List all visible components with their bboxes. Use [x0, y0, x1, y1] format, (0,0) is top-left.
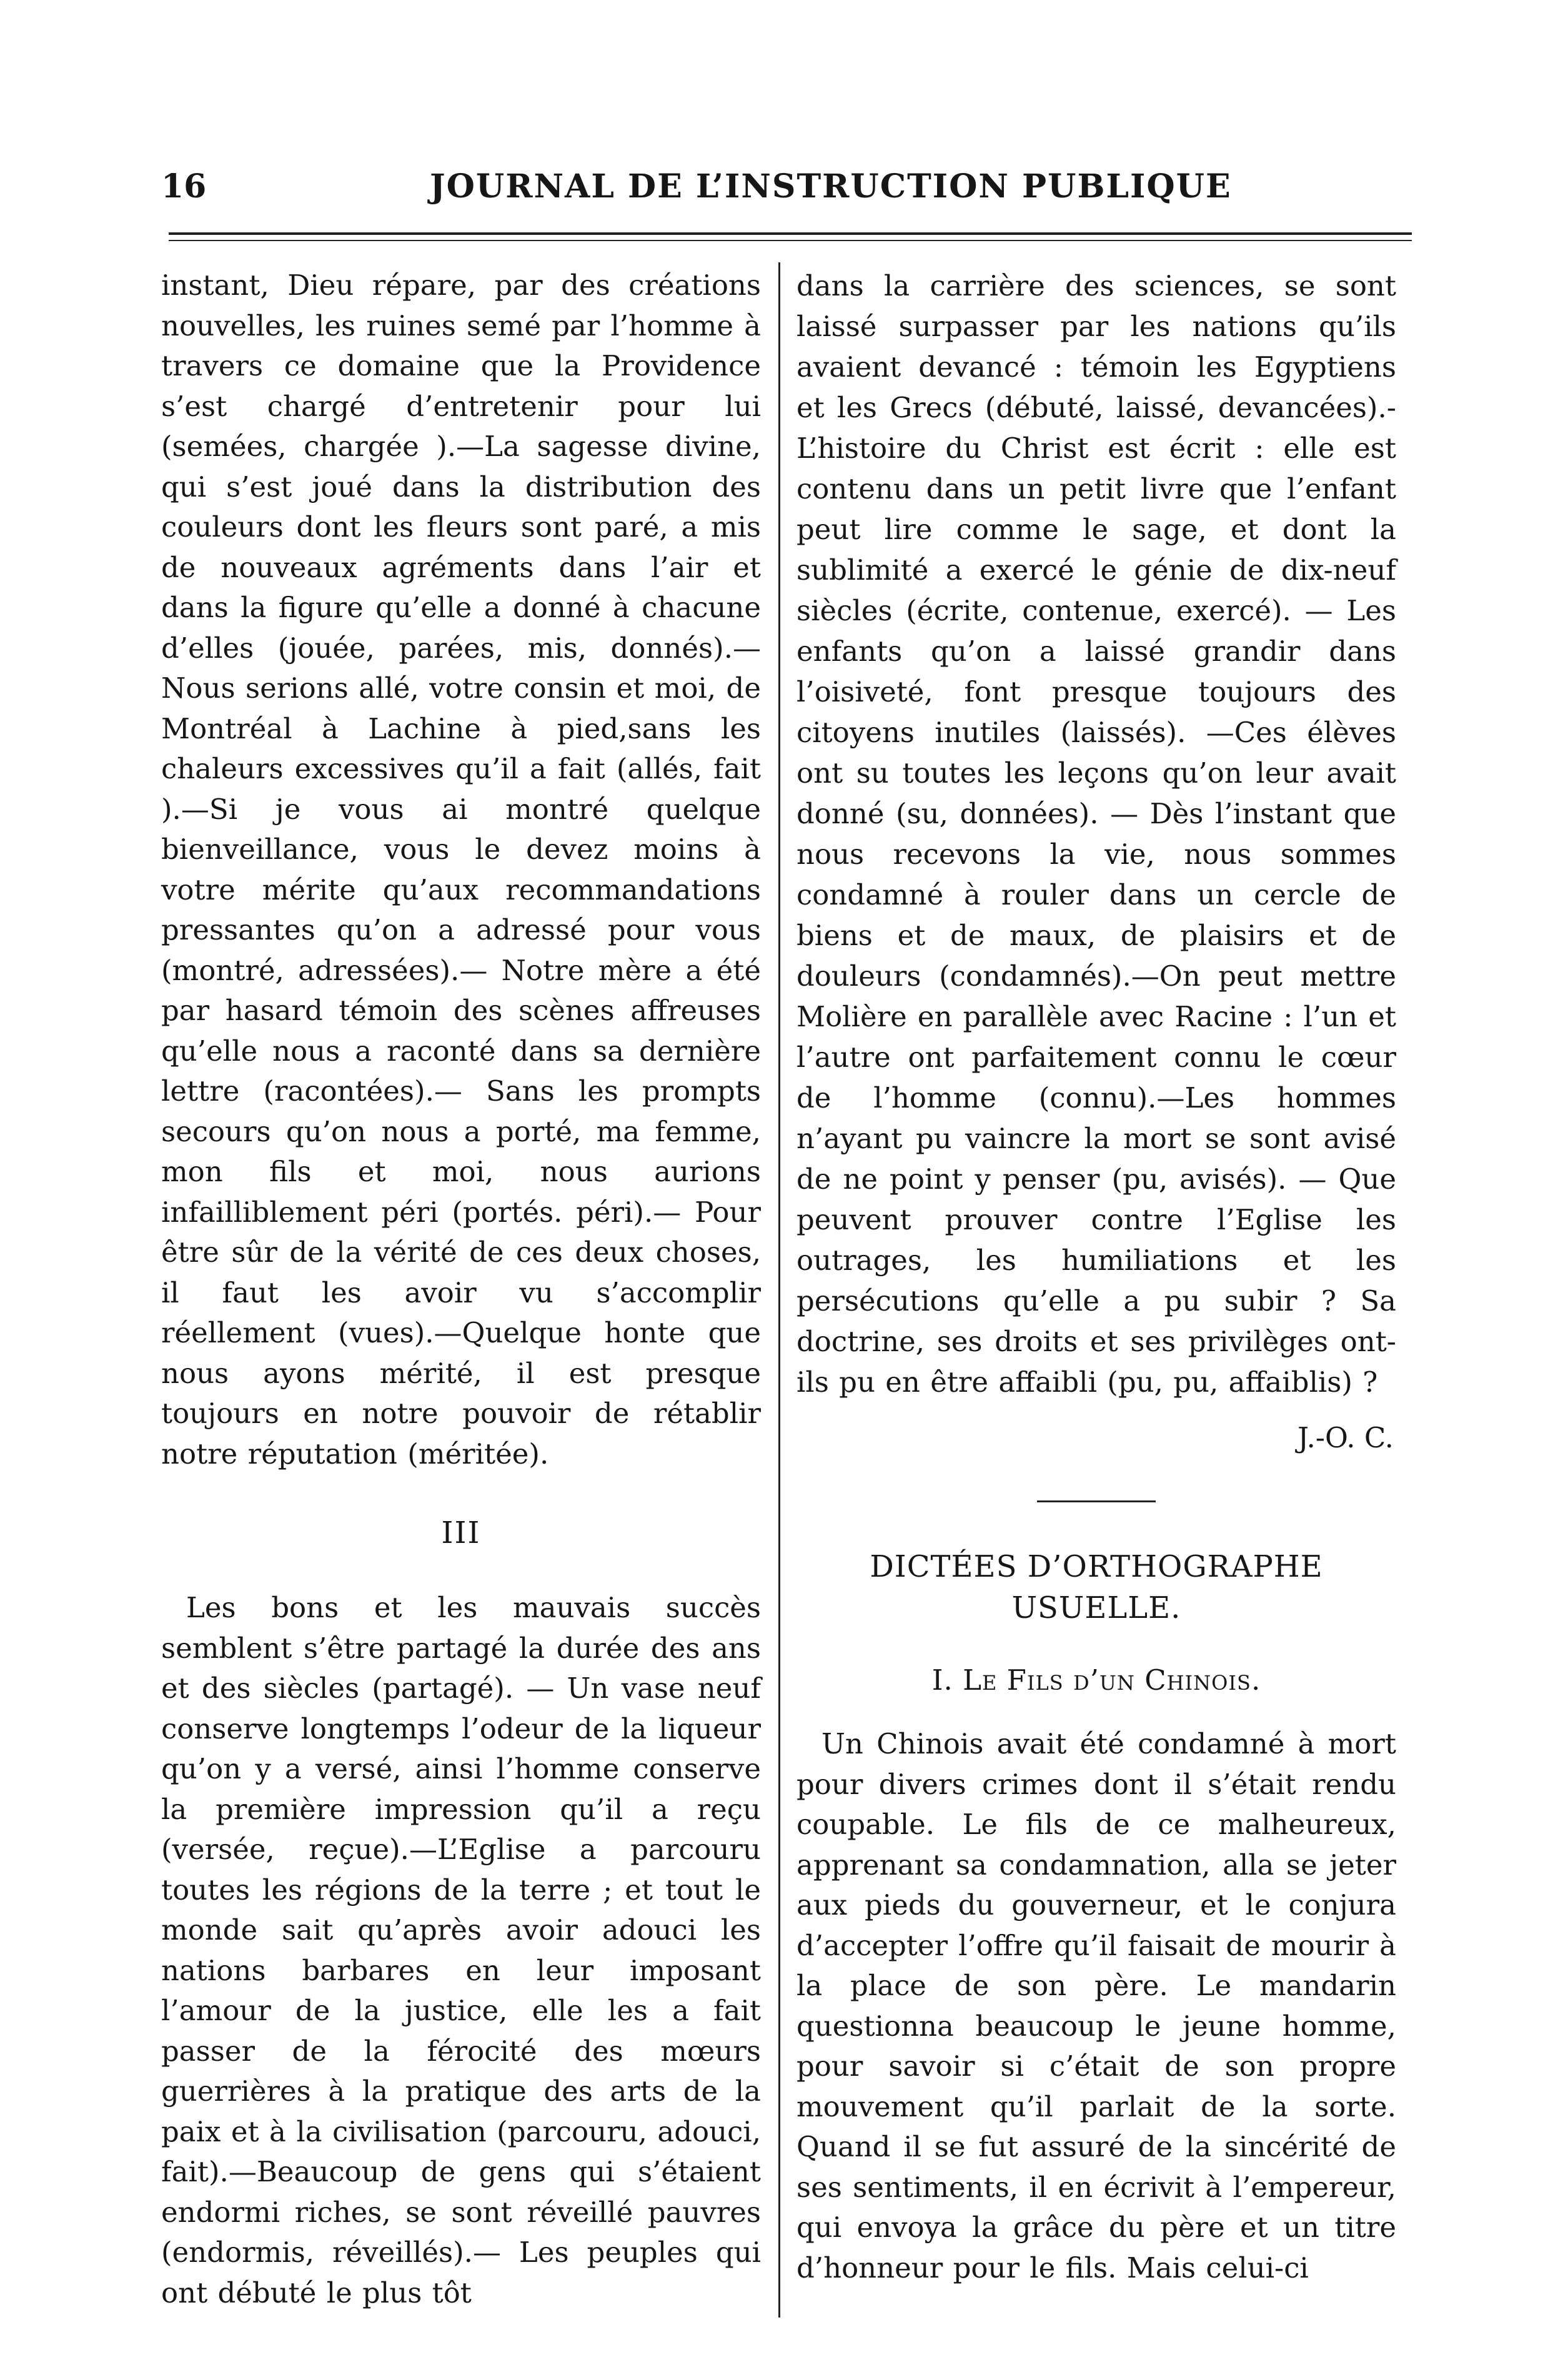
left-paragraph-2: Les bons et les mauvais succès semblent s’être partagé la durée des ans et des siècles (partagé). — Un vase neuf conserve longtemps l’odeur de la liqueur qu’on y a versé, ainsi l’homme conserve la première impression qu’il a reçu (versée, reçue).—L’Eglise a parcouru toutes les régions de la terre ; et tout le monde sait qu’après avoir adouci les nations barbares en leur imposant l’amour de la justice, elle les a fait passer de la férocité des mœurs guerrières à la pratique des arts de la paix et à la civilisation (parcouru, adouci, fait).—Beaucoup de gens qui s’étaient endormi riches, se sont réveillé pauvres (endormis, réveillés).— Les peuples qui ont débuté le plus tôt: [161, 1591, 761, 2309]
right-paragraph-2: Un Chinois avait été condamné à mort pour divers crimes dont il s’était rendu coupable. Le fils de ce malheureux, apprenant sa condamnation, alla se jeter aux pieds du gouverneur, et le conjura d’accepter l’offre qu’il faisait de mourir à la place de son père. Le mandarin questionna beaucoup le jeune homme, pour savoir si c’était de son propre mouvement qu’il parlait de la sorte. Quand il se fut assuré de la sincérité de ses sentiments, il en écrivit à l’empereur, qui envoya la grâce du père et un titre d’honneur pour le fils. Mais celui-ci: [796, 1727, 1396, 2284]
page-header: [161, 167, 1411, 217]
column-divider: [778, 262, 780, 2318]
right-column: [796, 265, 1396, 2288]
running-title: JOURNAL DE L’INSTRUCTION PUBLIQUE: [430, 167, 1232, 206]
section-title: DICTÉES D’ORTHOGRAPHE USUELLE.: [870, 1549, 1323, 1625]
header-rule: [169, 232, 1412, 241]
subsection-title: I. Le Fils d’un Chinois.: [931, 1663, 1261, 1697]
signature: J.-O. C.: [1297, 1421, 1394, 1454]
right-paragraph-1: dans la carrière des sciences, se sont laissé surpasser par les nations qu’ils avaient devancé : témoin les Egyptiens et les Grecs (débuté, laissé, devancées).-L’histoire du Christ est écrit : elle est contenu dans un petit livre que l’enfant peut lire comme le sage, et dont la sublimité a exercé le génie de dix-neuf siècles (écrite, contenue, exercé). — Les enfants qu’on a laissé grandir dans l’oisiveté, font presque toujours des citoyens inutiles (laissés). —Ces élèves ont su toutes les leçons qu’on leur avait donné (su, données). — Dès l’instant que nous recevons la vie, nous sommes condamné à rouler dans un cercle de biens et de maux, de plaisirs et de douleurs (condamnés).—On peut mettre Molière en parallèle avec Racine : l’un et l’autre ont parfaitement connu le cœur de l’homme (connu).—Les hommes n’ayant pu vaincre la mort se sont avisé de ne point y penser (pu, avisés). — Que peuvent prouver contre l’Eglise les outrages, les humiliations et les persécutions qu’elle a pu subir ? Sa doctrine, ses droits et ses privilèges ont-ils pu en être affaibli (pu, pu, affaiblis) ?: [796, 269, 1396, 1399]
left-paragraph-1: instant, Dieu répare, par des créations nouvelles, les ruines semé par l’homme à travers ce domaine que la Providence s’est chargé d’entretenir pour lui (semées, chargée ).—La sagesse divine, qui s’est joué dans la distribution des couleurs dont les fleurs sont paré, a mis de nouveaux agréments dans l’air et dans la figure qu’elle a donné à chacune d’elles (jouée, parées, mis, donnés).— Nous serions allé, votre consin et moi, de Montréal à Lachine à pied,sans les chaleurs excessives qu’il a fait (allés, fait ).—Si je vous ai montré quelque bienveillance, vous le devez moins à votre mérite qu’aux recommandations pressantes qu’on a adressé pour vous (montré, adressées).— Notre mère a été par hasard témoin des scènes affreuses qu’elle nous a raconté dans sa dernière lettre (racontées).— Sans les prompts secours qu’on nous a porté, ma femme, mon fils et moi, nous aurions infailliblement péri (portés. péri).— Pour être sûr de la vérité de ces deux choses, il faut les avoir vu s’accomplir réellement (vues).—Quelque honte que nous ayons mérité, il est presque toujours en notre pouvoir de rétablir notre réputation (méritée).: [161, 269, 761, 1470]
left-column: [161, 265, 761, 2313]
section-number: III: [441, 1515, 481, 1550]
section-separator: [1037, 1500, 1156, 1502]
page-number: 16: [161, 167, 207, 206]
